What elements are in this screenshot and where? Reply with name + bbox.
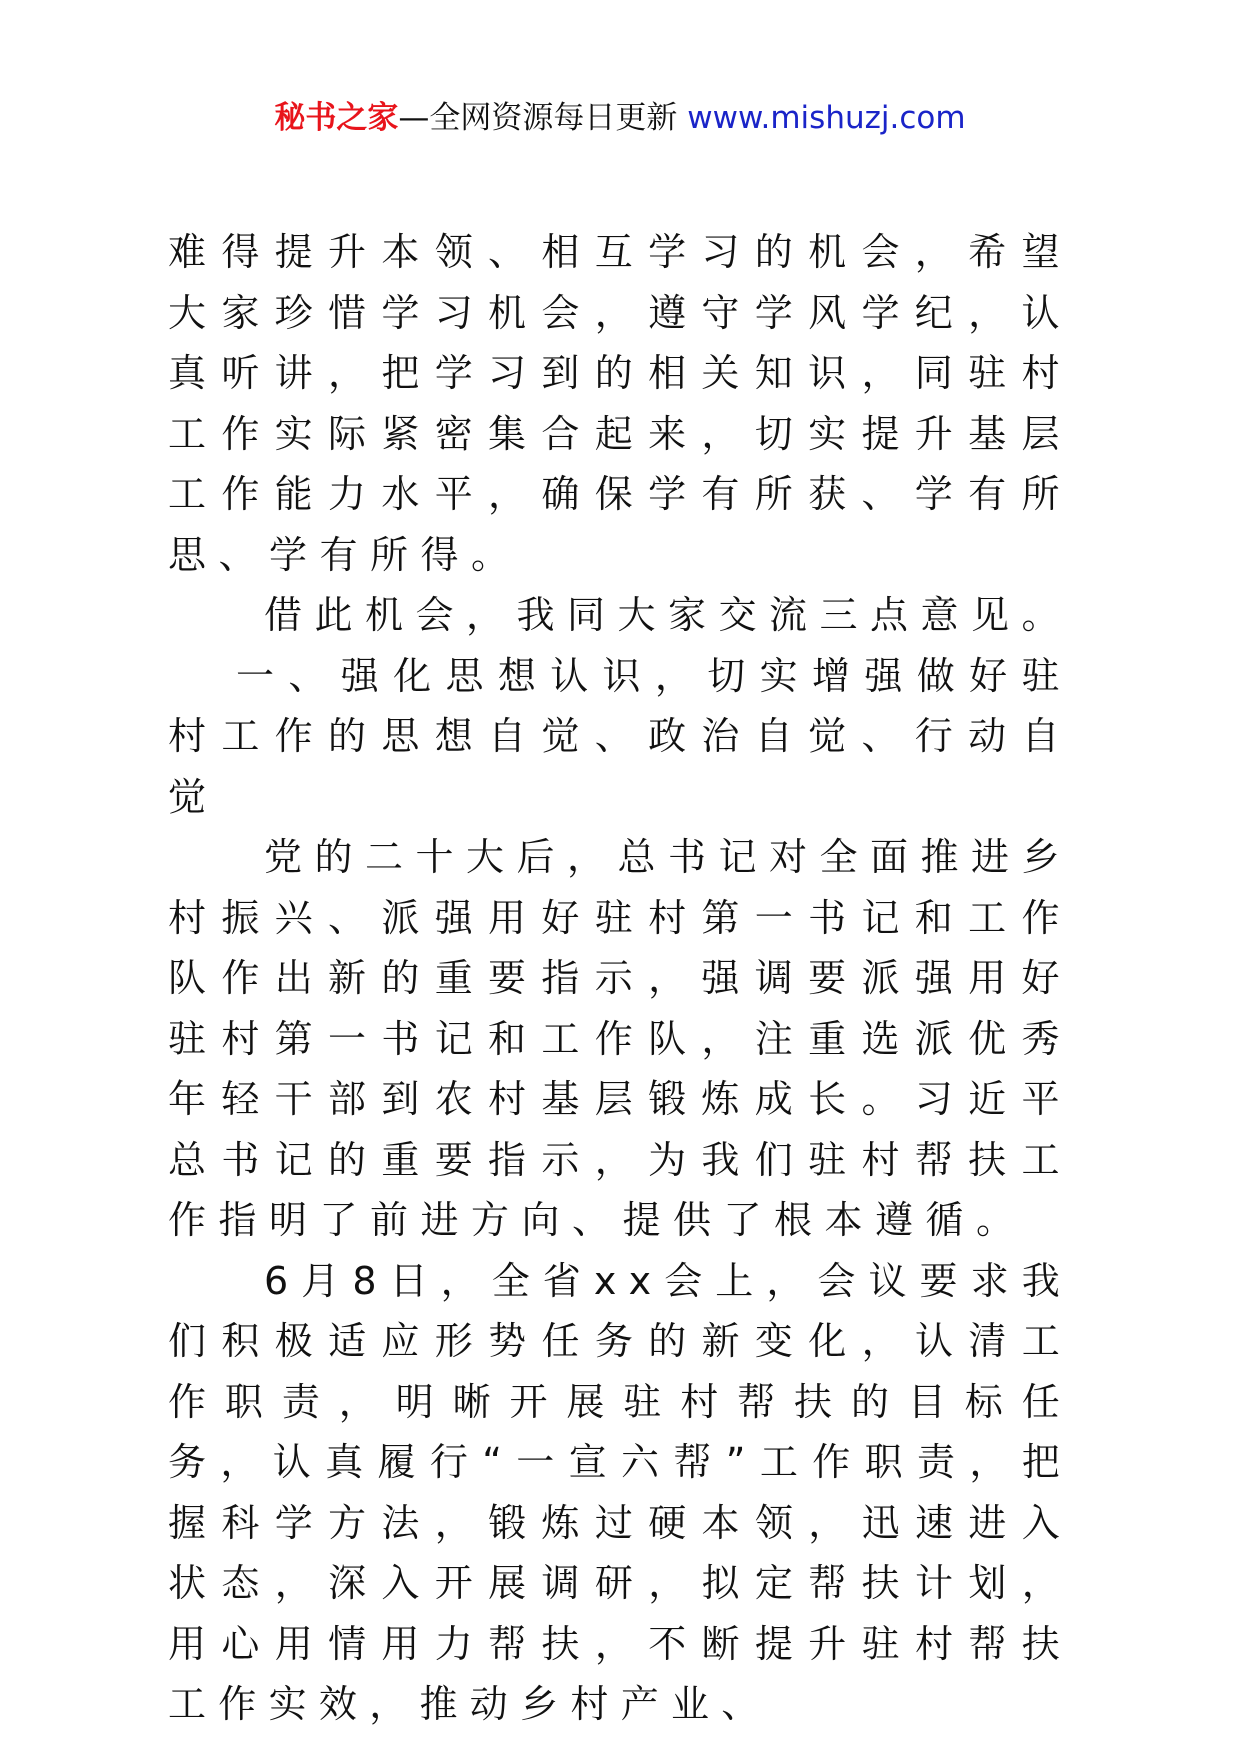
- site-url[interactable]: www.mishuzj.com: [687, 100, 966, 136]
- paragraph-intro: 借此机会，我同大家交流三点意见。: [264, 593, 1073, 637]
- site-brand: 秘书之家: [274, 100, 399, 136]
- paragraph-meeting: 6月8日，全省xx会上，会议要求我们积极适应形势任务的新变化，认清工作职责，明晰开展驻村帮扶的目标任务，认真履行“一宣六帮”工作职责，把握科学方法，锻炼过硬本领，迅速进入状态，深入开展调研，拟定帮扶计划，用心用情用力帮扶，不断提升驻村帮扶工作实效，推动乡村产业、: [168, 1258, 1072, 1726]
- page-header: [0, 98, 1240, 138]
- section-heading-1: 一、强化思想认识，切实增强做好驻村工作的思想自觉、政治自觉、行动自觉: [168, 653, 1072, 819]
- document-body: [168, 222, 1072, 1735]
- paragraph-continuation: 难得提升本领、相互学习的机会，希望大家珍惜学习机会，遵守学风学纪，认真听讲，把学习到的相关知识，同驻村工作实际紧密集合起来，切实提升基层工作能力水平，确保学有所获、学有所思、学有所得。: [168, 230, 1072, 577]
- site-tagline: —全网资源每日更新: [398, 100, 688, 136]
- paragraph-instructions: 党的二十大后，总书记对全面推进乡村振兴、派强用好驻村第一书记和工作队作出新的重要指示，强调要派强用好驻村第一书记和工作队，注重选派优秀年轻干部到农村基层锻炼成长。习近平总书记的重要指示，为我们驻村帮扶工作指明了前进方向、提供了根本遵循。: [168, 835, 1073, 1242]
